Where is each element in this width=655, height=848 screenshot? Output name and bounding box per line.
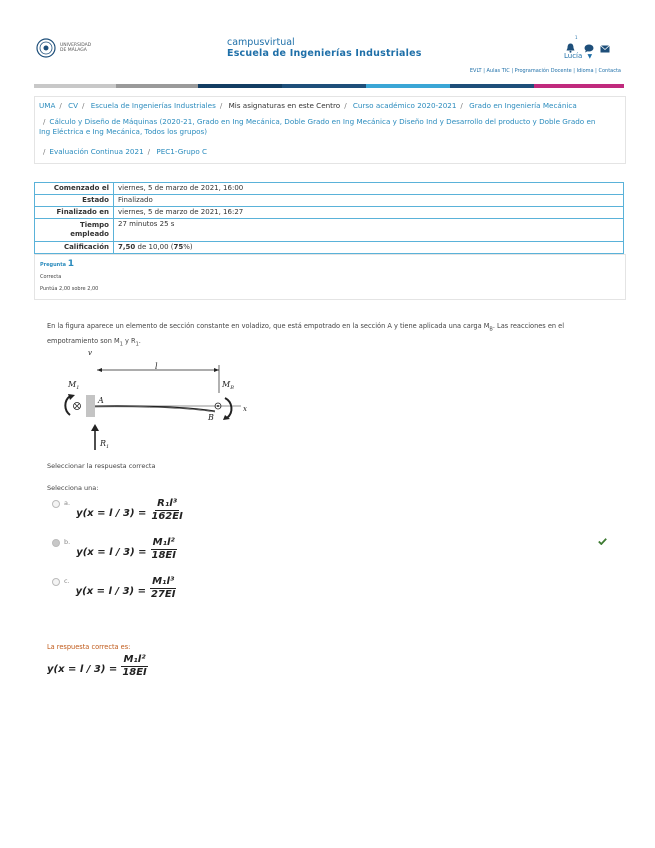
summary-value: viernes, 5 de marzo de 2021, 16:00 [114,183,624,195]
mail-envelope-icon[interactable] [600,38,610,57]
university-logo[interactable] [36,38,91,58]
option-c-radio[interactable] [52,578,60,586]
correct-check-icon [598,538,607,545]
site-title[interactable] [227,37,422,60]
question-mark: Puntúa 2,00 sobre 2,00 [40,286,99,292]
breadcrumb-my-subjects: Mis asignaturas en este Centro [228,101,341,110]
summary-value: Finalizado [114,195,624,207]
summary-key: Tiempo empleado [35,219,114,242]
link-programacion-docente[interactable]: Programación Docente [514,68,572,74]
logo-text-line2: DE MÁLAGA [60,48,87,53]
diagram-r1-label: $R_1$ [100,439,110,450]
breadcrumb-uma[interactable]: UMA [39,101,56,110]
diagram-v-label: v [88,349,92,357]
diagram-mb-label: $M_B$ [222,380,234,391]
option-a-letter: a. [64,499,71,507]
summary-value: 27 minutos 25 s [114,219,624,242]
link-contacta[interactable]: Contacta [598,68,621,74]
attempt-summary-table [34,182,624,254]
summary-value: viernes, 5 de marzo de 2021, 16:27 [114,207,624,219]
summary-key: Comenzado el [35,183,114,195]
summary-key: Estado [35,195,114,207]
diagram-m1-label: $M_1$ [68,380,80,391]
diagram-x-label: x [243,405,247,413]
campus-title: campusvirtual [227,37,295,48]
select-one-label: Selecciona una: [47,484,99,492]
summary-key: Finalizado en [35,207,114,219]
diagram-b-label: B [208,413,214,422]
link-idioma[interactable]: Idioma [576,68,594,74]
link-aulas-tic[interactable]: Aulas TIC [486,68,510,74]
user-menu[interactable] [564,52,592,60]
correct-answer-formula: y(x = l / 3) = $\frac{\text{M₁l²}}{18EI}$ [47,654,147,678]
breadcrumb-degree[interactable]: Grado en Ingeniería Mecánica [469,101,577,110]
breadcrumb-cv[interactable]: CV [68,101,79,110]
summary-row-started [35,183,624,195]
user-name: Lucía [564,52,583,60]
option-b-letter: b. [64,538,71,546]
university-seal-icon [36,38,56,58]
breadcrumb-group[interactable]: PEC1-Grupo C [156,147,208,156]
option-b-radio[interactable] [52,539,60,547]
question-status: Correcta [40,274,62,280]
answer-option-c[interactable] [52,576,177,601]
breadcrumb: UMA / CV / Escuela de Ingenierías Industriales / Mis asignaturas en este Centro / Curso académico 2020-2021 / Grado en Ingeniería Mecánica / Cálculo y Diseño de Máquinas (2020-21, Grado en Ing Mecánica, Doble Grado en Ing Mecánica y Diseño Ind y Desarrollo del producto y Doble Grado en Ing Eléctrica e Ing Mecánica, Todos los grupos) / Evaluación Continua 2021 / PEC1-Grupo C [34,96,626,164]
breadcrumb-school[interactable]: Escuela de Ingenierías Industriales [90,101,216,110]
link-evlt[interactable]: EVLT [469,68,482,74]
summary-row-state [35,195,624,207]
diagram-a-label: A [98,396,104,405]
summary-grade: 7,50 de 10,00 (75%) [114,242,624,254]
question-info [34,254,626,300]
question-number: Pregunta 1 [40,259,74,269]
school-title: Escuela de Ingenierías Industriales [227,48,422,59]
diagram-l-label: l [155,362,158,371]
answer-option-b[interactable] [52,537,178,562]
option-c-formula: y(x = l / 3) = $\frac{\text{M₁l³}}{27EI}$ [75,576,176,600]
breadcrumb-academic-year[interactable]: Curso académico 2020-2021 [352,101,457,110]
summary-row-finished [35,207,624,219]
summary-row-grade [35,242,624,254]
option-b-formula: y(x = l / 3) = $\frac{\text{M₁l²}}{18EI}$ [76,537,176,561]
header-color-bar [34,84,624,88]
answer-option-a[interactable] [52,498,185,523]
summary-row-time [35,219,624,242]
question-text: En la figura aparece un elemento de sección constante en voladizo, que está empotrado en la sección A y tiene aplicada una carga $M_B$. Las reacciones en el empotramiento son $M_1$ y $R_1$. [47,322,565,348]
option-a-formula: y(x = l / 3) = $\frac{\text{R₁l³}}{162EI}$ [76,498,183,522]
user-menu-caret-icon: ▼ [587,53,593,60]
cantilever-diagram [55,345,255,455]
correct-answer-label: La respuesta correcta es: [47,643,131,651]
instruction-text: Seleccionar la respuesta correcta [47,462,156,470]
breadcrumb-course[interactable]: Cálculo y Diseño de Máquinas (2020-21, Grado en Ing Mecánica, Doble Grado en Ing Mecánica y Diseño Ind y Desarrollo del producto y Doble Grado en Ing Eléctrica e Ing Mecánica, Todos los grupos) [39,117,596,136]
logo-text-line1: UNIVERSIDAD [60,43,92,48]
option-a-radio[interactable] [52,500,60,508]
summary-key: Calificación [35,242,114,254]
notification-count: 1 [575,35,578,40]
option-c-letter: c. [64,577,70,585]
top-links: EVLT | Aulas TIC | Programación Docente | Idioma | Contacta [469,68,621,74]
breadcrumb-evaluation[interactable]: Evaluación Continua 2021 [49,147,144,156]
